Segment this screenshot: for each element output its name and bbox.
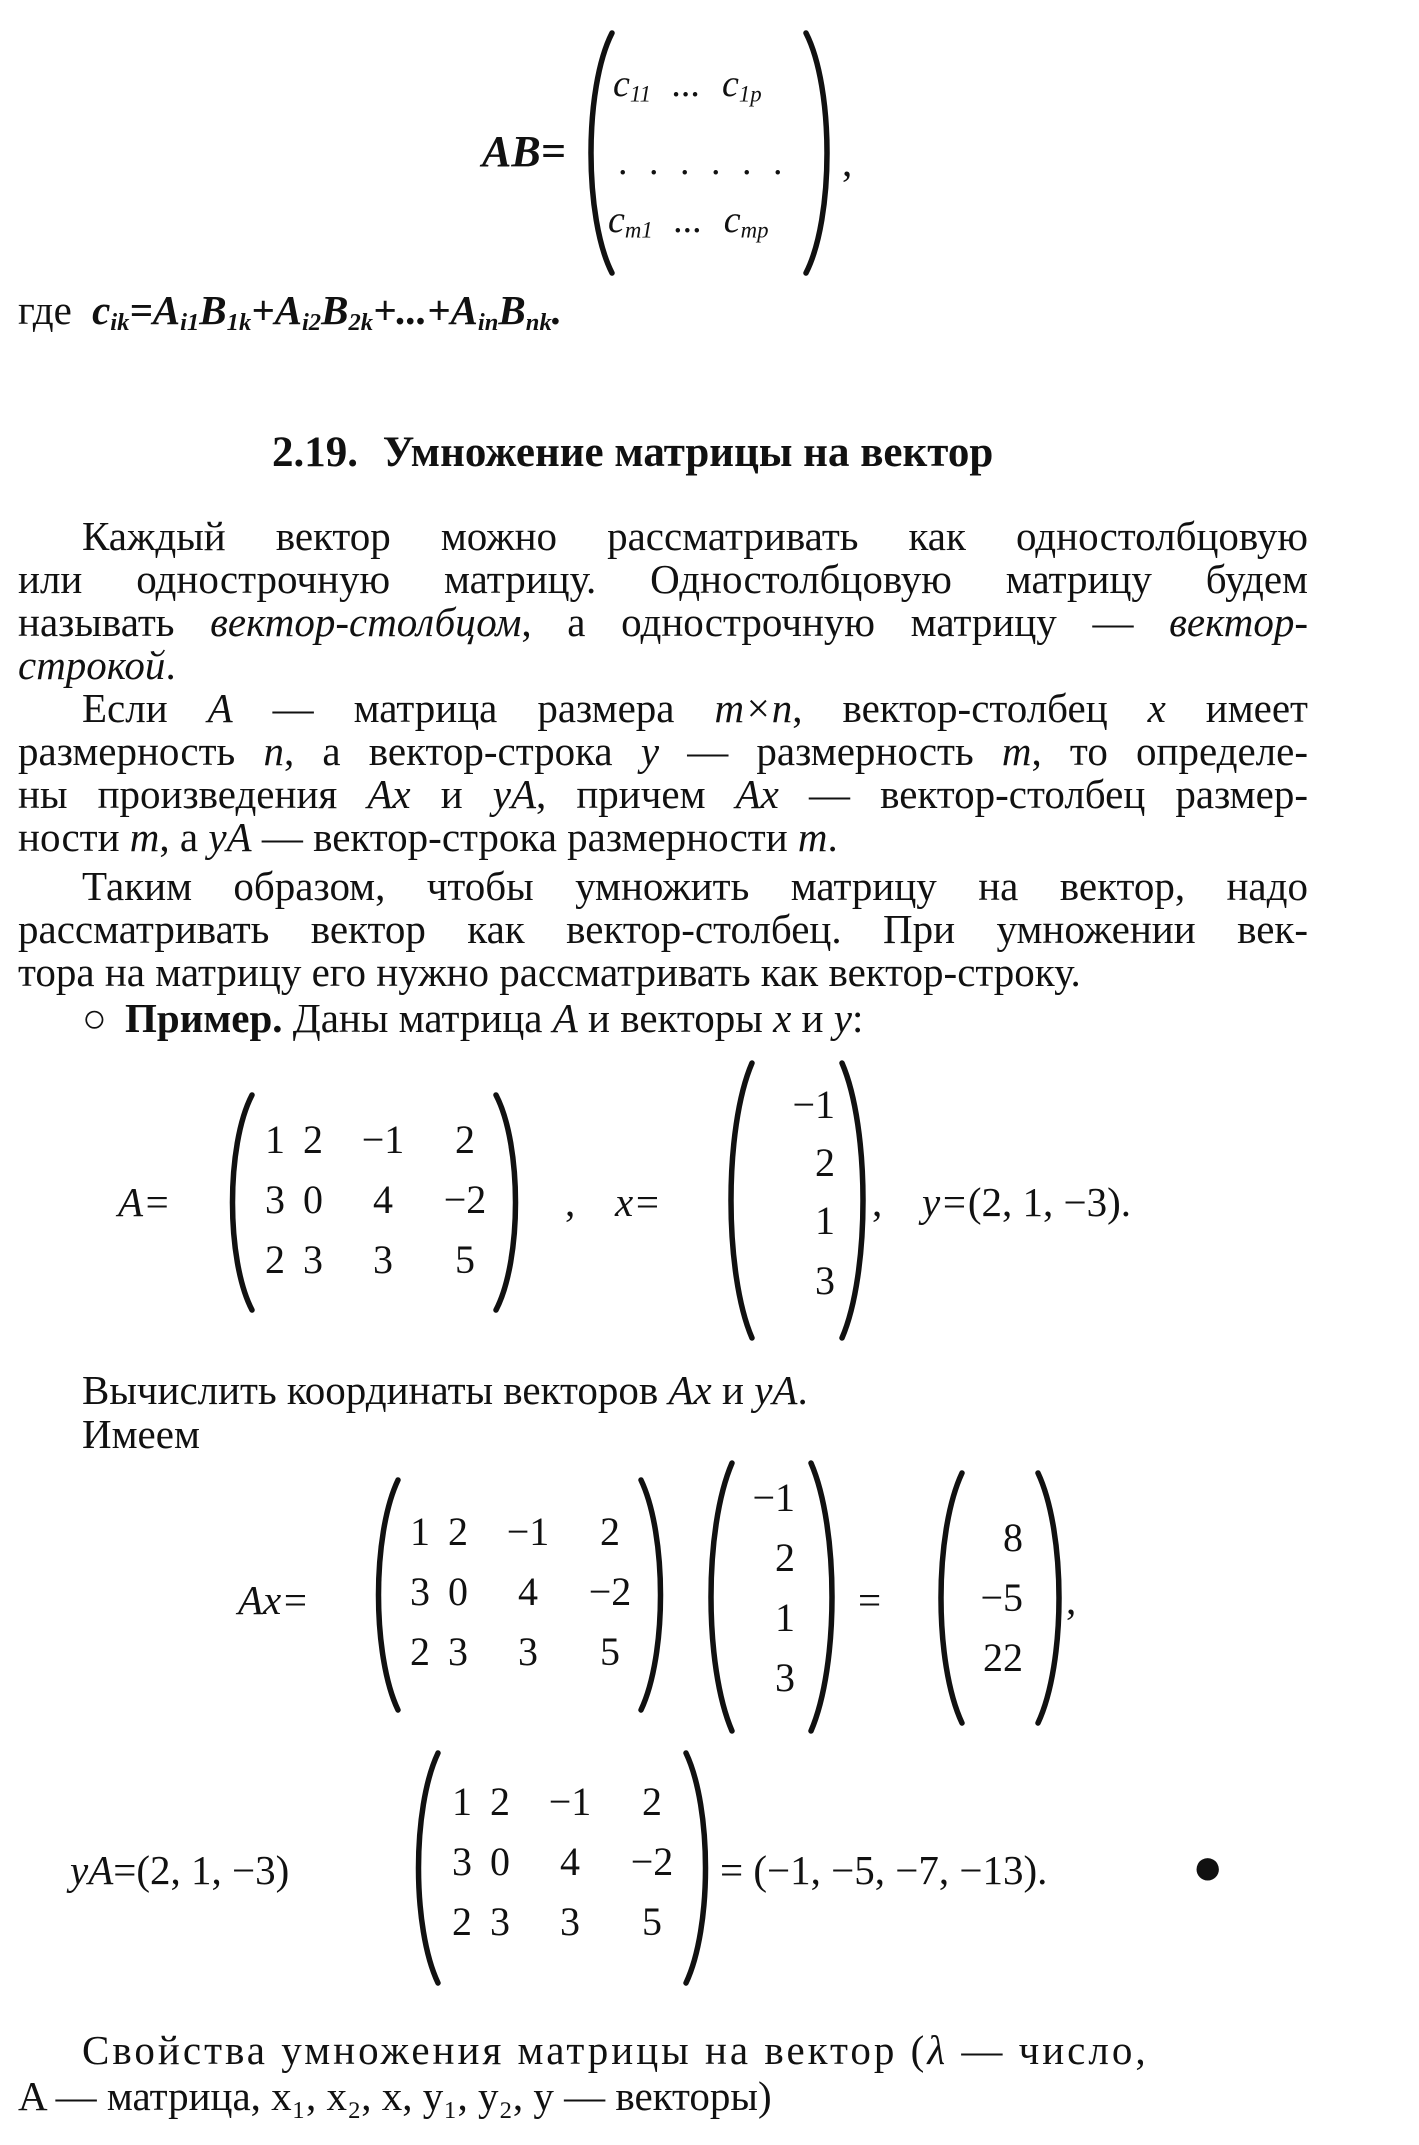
paragraph-3-line-2: рассматривать вектор как вектор-столбец. При умножении век- [18, 906, 1308, 952]
end-of-example-icon: ● [1192, 1839, 1224, 1896]
paragraph-2-line-4: ности m, а yA — вектор-строка размерности m. [18, 814, 838, 860]
paragraph-2-line-2: размерность n, а вектор-строка y — размерность m, то определе- [18, 728, 1308, 774]
paragraph-1-line-2: или однострочную матрицу. Одностолбцовую матрицу будем [18, 556, 1308, 602]
where-line: где $c_{ik}=A_{i1}B_{1k}+A_{i2}B_{2k}+...+A_{in}B_{nk}$. [18, 287, 562, 337]
paragraph-3-line-3: тора на матрицу его нужно рассматривать как вектор-строку. [18, 949, 1081, 995]
ya-A-matrix: 1 2 −1 2 3 0 4 −2 2 3 3 5 [452, 1779, 674, 1944]
section-number: 2.19. [272, 429, 358, 476]
ax-result-vector: 8 −5 22 [980, 1515, 1023, 1680]
ax-A-right-paren [635, 1475, 671, 1715]
paragraph-2-line-3: ны произведения Ax и yA, причем Ax — вектор-столбец размер- [18, 771, 1308, 817]
ab-right-paren [800, 28, 840, 278]
task-line-2: Имеем [82, 1411, 200, 1457]
example-line: ○ Пример. Даны матрица A и векторы x и y: [82, 995, 864, 1041]
ax-eq: = [858, 1577, 882, 1623]
paragraph-2-line-1: Если A — матрица размера m×n, вектор-столбец x имеет [82, 685, 1308, 731]
paragraph-3-line-1: Таким образом, чтобы умножить матрицу на вектор, надо [82, 863, 1308, 909]
ab-lhs: AB= [482, 127, 566, 176]
given-A-matrix: 1 2 −1 2 3 0 4 −2 2 3 3 5 [265, 1117, 487, 1282]
ax-A-matrix: 1 2 −1 2 3 0 4 −2 2 3 3 5 [410, 1509, 632, 1674]
given-y: y=(2, 1, −3). [922, 1179, 1132, 1225]
given-x-trail: , [872, 1179, 883, 1225]
given-x-left-paren [720, 1058, 758, 1343]
ab-row-1: $c_{11}$ ... $c_{1p}$ [613, 63, 762, 107]
example-circle-icon: ○ [82, 995, 107, 1041]
task-line-1: Вычислить координаты векторов Ax и yA. [82, 1367, 808, 1413]
given-x-vector: −1 2 1 3 [792, 1082, 835, 1303]
properties-line-2: A — матрица, x₁, x₂, x, y₁, y₂, y — векторы) [18, 2073, 772, 2119]
ab-trail: , [842, 139, 853, 185]
ya-result: = (−1, −5, −7, −13). [720, 1847, 1048, 1893]
paragraph-1-line-3: называть вектор-столбцом, а однострочную матрицу — вектор- [18, 599, 1308, 645]
given-A-label: A= [118, 1179, 171, 1225]
ax-trail: , [1066, 1577, 1077, 1623]
ax-label: Ax= [238, 1577, 309, 1623]
given-x-label: x= [615, 1179, 661, 1225]
ab-row-2: . . . . . . [618, 141, 789, 183]
ab-row-3: $c_{m1}$ ... $c_{mp}$ [608, 199, 769, 243]
ya-label: yA=(2, 1, −3) [70, 1847, 290, 1893]
given-x-right-paren [836, 1058, 874, 1343]
ax-result-right-paren [1032, 1468, 1070, 1728]
ax-x-vector: −1 2 1 3 [752, 1475, 795, 1700]
section-title: Умножение матрицы на вектор [382, 429, 994, 476]
ya-A-right-paren [680, 1748, 716, 1988]
ax-x-right-paren [805, 1458, 843, 1736]
properties-line-1: Свойства умножения матрицы на вектор (λ — число, [82, 2027, 1149, 2073]
given-sep: , [565, 1179, 576, 1225]
given-A-right-paren [490, 1090, 526, 1315]
paragraph-1-line-4: строкой. [18, 642, 176, 688]
section-heading [272, 428, 993, 477]
paragraph-1-line-1: Каждый вектор можно рассматривать как одностолбцовую [82, 513, 1308, 559]
